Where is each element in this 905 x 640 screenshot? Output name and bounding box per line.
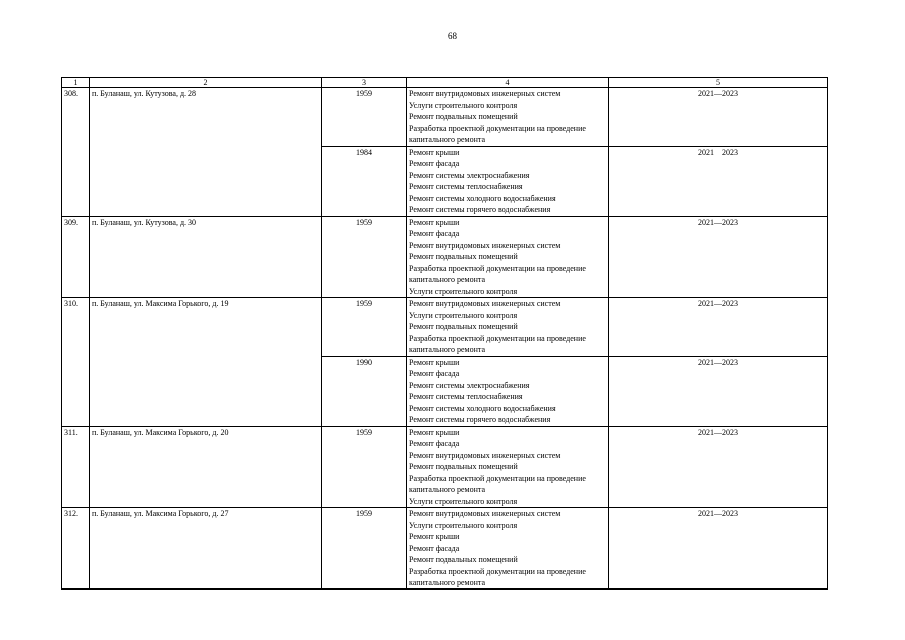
table-row (62, 508, 828, 590)
repair-works (407, 216, 609, 298)
repair-work-item: Ремонт крыши (409, 217, 460, 227)
repair-work-item: Ремонт подвальных помещений (409, 252, 518, 261)
column-header: 3 (322, 78, 407, 88)
repair-work-item: Ремонт системы холодного водоснабжения (409, 403, 556, 413)
repair-work-item: Ремонт подвальных помещений (409, 112, 518, 121)
repair-works (407, 508, 609, 590)
construction-year: 1959 (322, 88, 407, 147)
repair-work-item: Ремонт фасада (409, 543, 460, 553)
repair-work-item: Ремонт фасада (409, 159, 460, 168)
table-row (62, 426, 828, 508)
table-row (62, 298, 828, 357)
repair-work-item: Ремонт фасада (409, 439, 460, 448)
construction-year: 1959 (322, 216, 407, 298)
repair-works (407, 426, 609, 508)
repair-work-item: Ремонт подвальных помещений (409, 462, 518, 471)
column-number-row (62, 78, 828, 88)
repair-work-item: Ремонт крыши (409, 532, 460, 541)
repair-work-item: Ремонт системы горячего водоснабжения (409, 205, 551, 214)
repair-period: 2021 2023 (609, 146, 828, 216)
construction-year: 1959 (322, 508, 407, 590)
repair-work-item: Ремонт крыши (409, 427, 460, 437)
repair-work-item: Ремонт системы теплоснабжения (409, 392, 523, 401)
repair-work-item: Ремонт подвальных помещений (409, 555, 518, 564)
repair-work-item: Ремонт внутридомовых инженерных систем (409, 89, 561, 98)
repair-work-item: Разработка проектной документации на проведение капитального ремонта (409, 333, 586, 354)
repair-work-item: Ремонт системы холодного водоснабжения (409, 193, 556, 203)
repair-period: 2021—2023 (609, 88, 828, 147)
page-number: 68 (448, 31, 457, 41)
column-header: 1 (62, 78, 90, 88)
repair-work-item: Ремонт крыши (409, 357, 460, 367)
row-number: 311. (62, 426, 90, 508)
repair-work-item: Ремонт системы электроснабжения (409, 170, 530, 180)
column-header: 4 (407, 78, 609, 88)
repair-work-item: Услуги строительного контроля (409, 520, 518, 530)
repair-work-item: Ремонт внутридомовых инженерных систем (409, 240, 561, 250)
construction-year: 1959 (322, 298, 407, 357)
construction-year: 1984 (322, 146, 407, 216)
repair-work-item: Разработка проектной документации на проведение капитального ремонта (409, 123, 586, 144)
table-row (62, 88, 828, 147)
table-body (62, 88, 828, 590)
repair-work-item: Услуги строительного контроля (409, 286, 518, 296)
repair-work-item: Ремонт фасада (409, 369, 460, 378)
row-number: 310. (62, 298, 90, 427)
repair-work-item: Ремонт внутридомовых инженерных систем (409, 450, 561, 460)
repair-period: 2021—2023 (609, 426, 828, 508)
construction-year: 1959 (322, 426, 407, 508)
table-row (62, 216, 828, 298)
repair-period: 2021—2023 (609, 356, 828, 426)
repair-work-item: Разработка проектной документации на проведение капитального ремонта (409, 473, 586, 494)
row-number: 308. (62, 88, 90, 217)
repair-work-item: Услуги строительного контроля (409, 100, 518, 110)
repair-works (407, 298, 609, 357)
address: п. Буланаш, ул. Максима Горького, д. 27 (90, 508, 322, 590)
row-number: 312. (62, 508, 90, 590)
address: п. Буланаш, ул. Кутузова, д. 28 (90, 88, 322, 217)
repair-work-item: Услуги строительного контроля (409, 496, 518, 506)
address: п. Буланаш, ул. Кутузова, д. 30 (90, 216, 322, 298)
repair-work-item: Ремонт внутридомовых инженерных систем (409, 509, 561, 518)
repair-work-item: Ремонт подвальных помещений (409, 322, 518, 331)
repair-period: 2021—2023 (609, 508, 828, 590)
repair-work-item: Ремонт крыши (409, 147, 460, 157)
repair-works (407, 88, 609, 147)
construction-year: 1990 (322, 356, 407, 426)
column-header: 5 (609, 78, 828, 88)
repair-work-item: Разработка проектной документации на проведение капитального ремонта (409, 263, 586, 284)
repair-work-item: Ремонт системы теплоснабжения (409, 182, 523, 191)
repair-schedule-table (61, 77, 828, 590)
column-header: 2 (90, 78, 322, 88)
address: п. Буланаш, ул. Максима Горького, д. 20 (90, 426, 322, 508)
repair-period: 2021—2023 (609, 216, 828, 298)
address: п. Буланаш, ул. Максима Горького, д. 19 (90, 298, 322, 427)
row-number: 309. (62, 216, 90, 298)
repair-work-item: Ремонт фасада (409, 229, 460, 238)
repair-work-item: Ремонт внутридомовых инженерных систем (409, 299, 561, 308)
repair-works (407, 146, 609, 216)
repair-work-item: Ремонт системы электроснабжения (409, 380, 530, 390)
table-bottom-rule (61, 588, 827, 589)
repair-work-item: Услуги строительного контроля (409, 310, 518, 320)
repair-works (407, 356, 609, 426)
repair-work-item: Ремонт системы горячего водоснабжения (409, 415, 551, 424)
repair-period: 2021—2023 (609, 298, 828, 357)
repair-work-item: Разработка проектной документации на проведение капитального ремонта (409, 566, 586, 587)
